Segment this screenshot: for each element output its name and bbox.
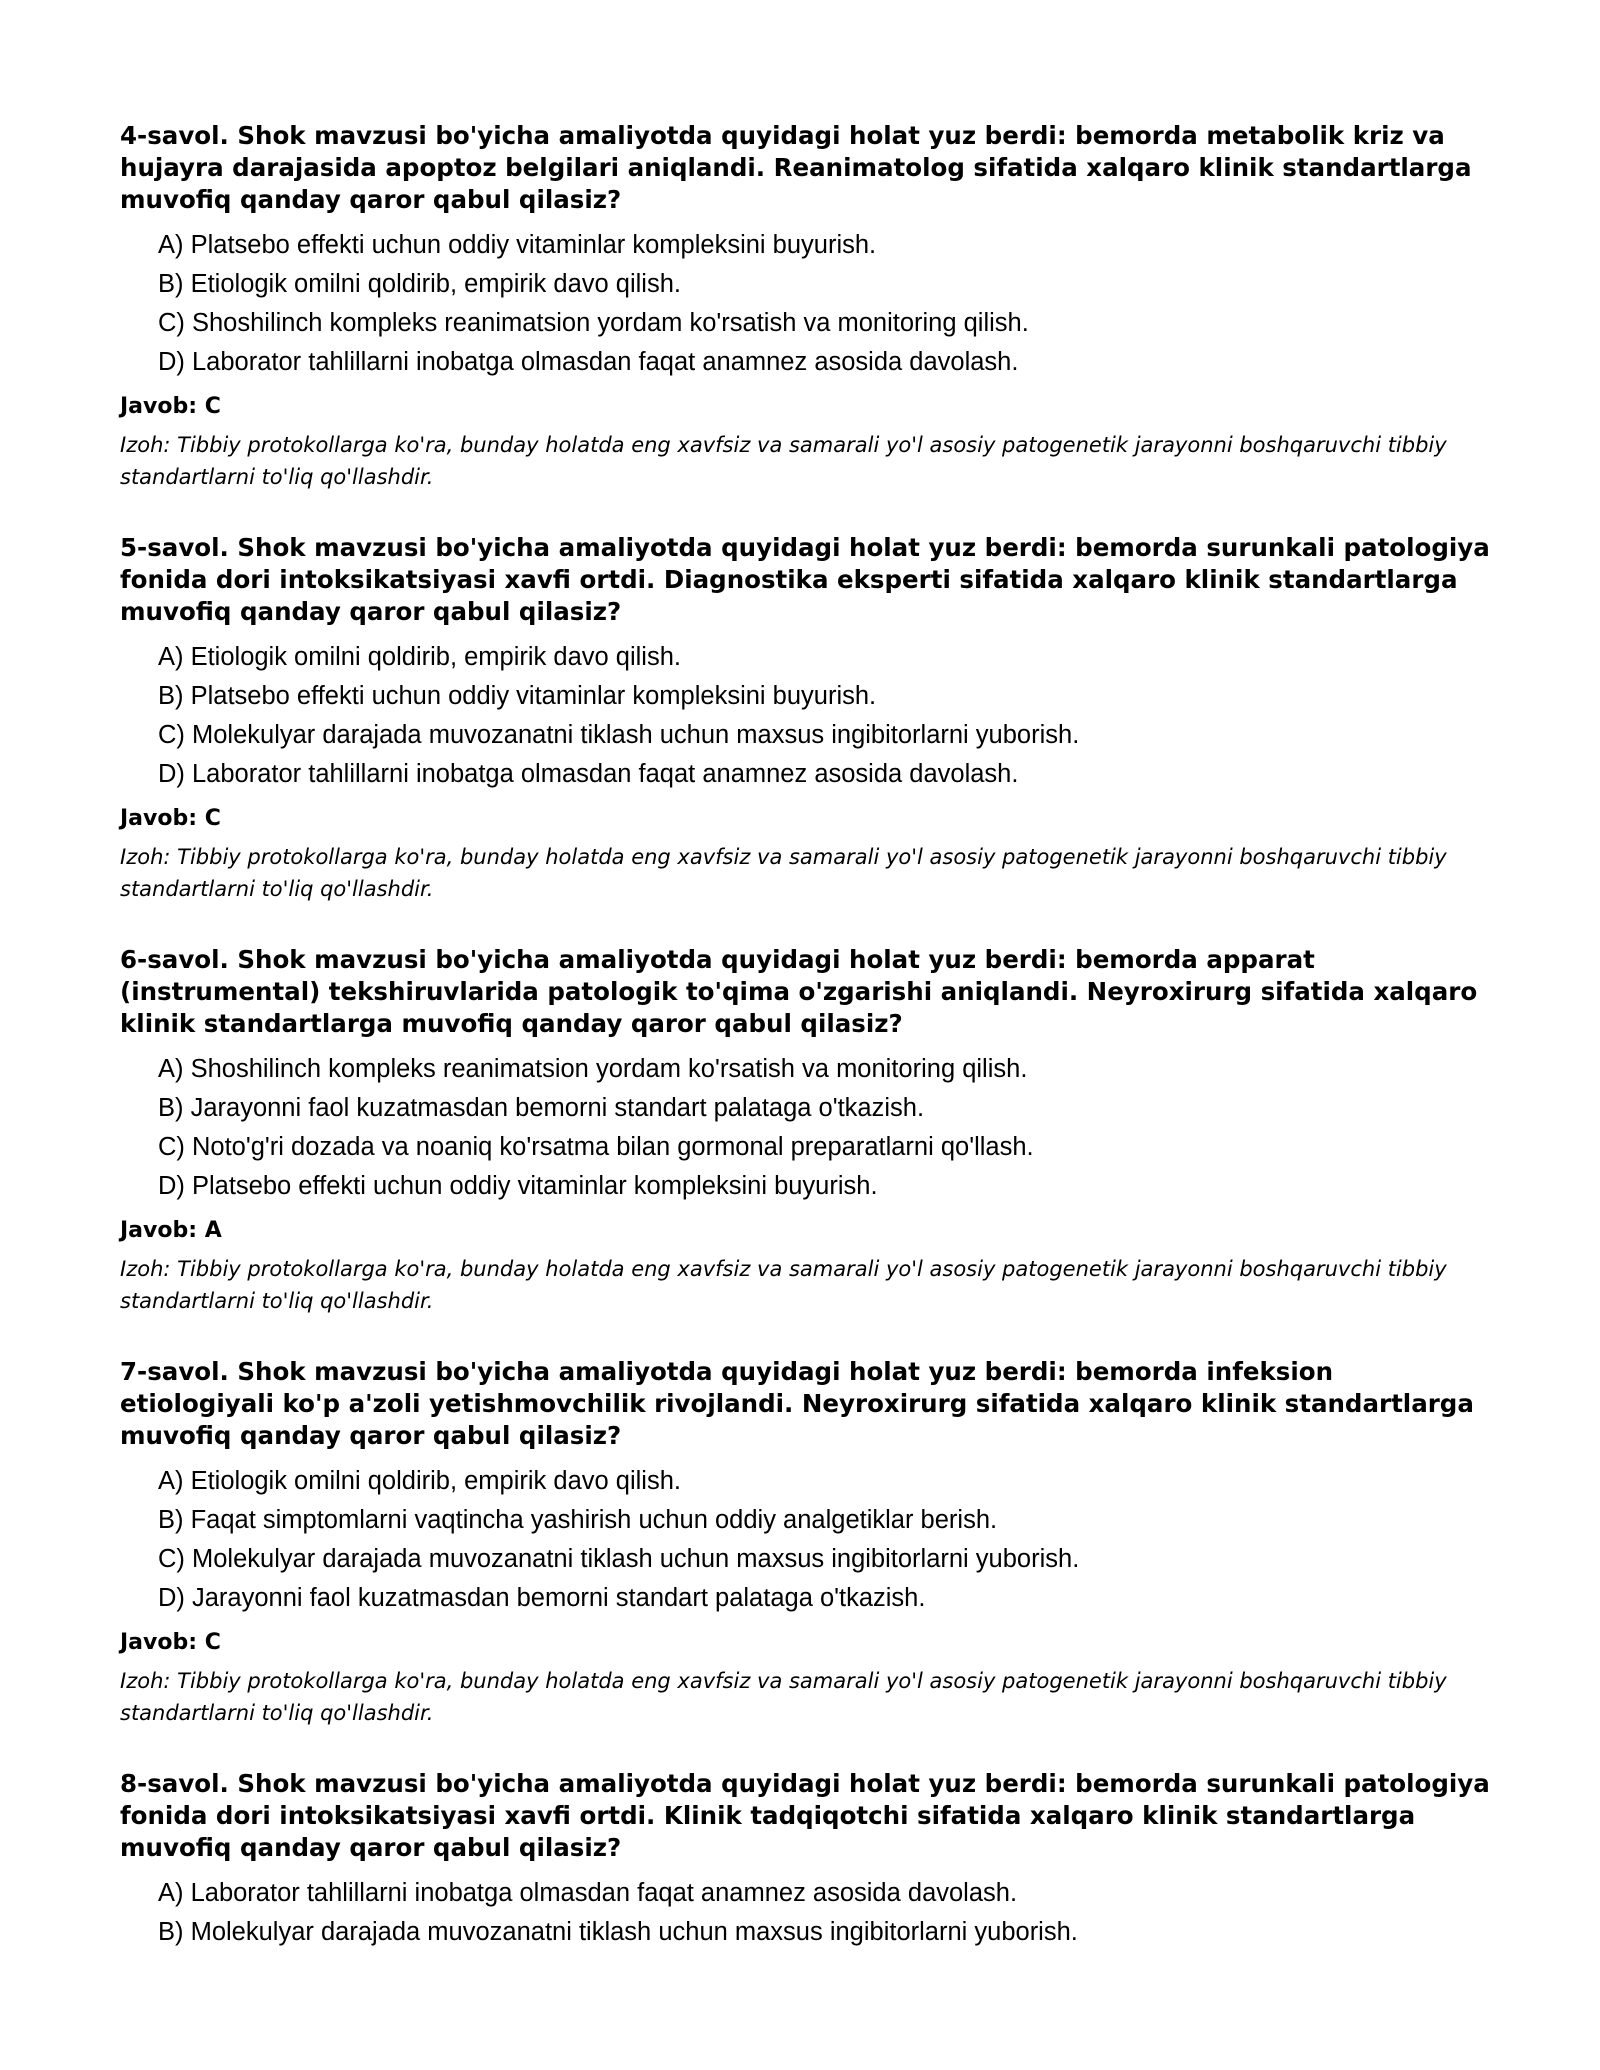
option-b: B) Faqat simptomlarni vaqtincha yashirish uchun oddiy analgetiklar berish. bbox=[158, 1506, 998, 1534]
option-d: D) Laborator tahlillarni inobatga olmasdan faqat anamnez asosida davolash. bbox=[158, 760, 1019, 788]
option-c: C) Shoshilinch kompleks reanimatsion yordam ko'rsatish va monitoring qilish. bbox=[158, 309, 1029, 337]
answer-label: Javob: A bbox=[120, 1218, 222, 1243]
option-a: A) Shoshilinch kompleks reanimatsion yordam ko'rsatish va monitoring qilish. bbox=[158, 1055, 1028, 1083]
option-c: C) Noto'g'ri dozada va noaniq ko'rsatma bilan gormonal preparatlarni qo'llash. bbox=[158, 1133, 1034, 1161]
option-b: B) Platsebo effekti uchun oddiy vitaminlar kompleksini buyurish. bbox=[158, 682, 877, 710]
answer-label: Javob: C bbox=[120, 1630, 221, 1655]
question-title: 5-savol. Shok mavzusi bo'yicha amaliyotda quyidagi holat yuz berdi: bemorda surunkali patologiya fonida dori intoksikatsiyasi xavfi ortdi. Diagnostika eksperti sifatida xalqaro klinik standartlarga muvofiq qanday qaror qabul qilasiz? bbox=[120, 533, 1490, 626]
option-b: B) Jarayonni faol kuzatmasdan bemorni standart palataga o'tkazish. bbox=[158, 1094, 925, 1122]
option-d: D) Laborator tahlillarni inobatga olmasdan faqat anamnez asosida davolash. bbox=[158, 348, 1019, 376]
question-title: 4-savol. Shok mavzusi bo'yicha amaliyotda quyidagi holat yuz berdi: bemorda metabolik kriz va hujayra darajasida apoptoz belgilari aniqlandi. Reanimatolog sifatida xalqaro klinik standartlarga muvofiq qanday qaror qabul qilasiz? bbox=[120, 121, 1472, 214]
explanation-note: Izoh: Tibbiy protokollarga ko'ra, bunday holatda eng xavfsiz va samarali yo'l asosiy patogenetik jarayonni boshqaruvchi tibbiy standartlarni to'liq qo'llashdir. bbox=[120, 1669, 1447, 1725]
question-7 bbox=[120, 1356, 1490, 1729]
answer-label: Javob: C bbox=[120, 806, 221, 831]
question-4 bbox=[120, 120, 1490, 493]
option-a: A) Platsebo effekti uchun oddiy vitaminlar kompleksini buyurish. bbox=[158, 231, 877, 259]
option-a: A) Etiologik omilni qoldirib, empirik davo qilish. bbox=[158, 643, 681, 671]
question-5 bbox=[120, 532, 1490, 905]
question-title: 8-savol. Shok mavzusi bo'yicha amaliyotda quyidagi holat yuz berdi: bemorda surunkali patologiya fonida dori intoksikatsiyasi xavfi ortdi. Klinik tadqiqotchi sifatida xalqaro klinik standartlarga muvofiq qanday qaror qabul qilasiz? bbox=[120, 1769, 1490, 1862]
explanation-note: Izoh: Tibbiy protokollarga ko'ra, bunday holatda eng xavfsiz va samarali yo'l asosiy patogenetik jarayonni boshqaruvchi tibbiy standartlarni to'liq qo'llashdir. bbox=[120, 845, 1447, 901]
question-title: 7-savol. Shok mavzusi bo'yicha amaliyotda quyidagi holat yuz berdi: bemorda infeksion etiologiyali ko'p a'zoli yetishmovchilik rivojlandi. Neyroxirurg sifatida xalqaro klinik standartlarga muvofiq qanday qaror qabul qilasiz? bbox=[120, 1357, 1474, 1450]
option-list bbox=[120, 1050, 1490, 1206]
question-6 bbox=[120, 944, 1490, 1317]
option-c: C) Molekulyar darajada muvozanatni tiklash uchun maxsus ingibitorlarni yuborish. bbox=[158, 721, 1080, 749]
option-b: B) Molekulyar darajada muvozanatni tiklash uchun maxsus ingibitorlarni yuborish. bbox=[158, 1918, 1078, 1946]
question-8 bbox=[120, 1768, 1490, 1952]
document-page bbox=[120, 120, 1490, 1991]
option-d: D) Jarayonni faol kuzatmasdan bemorni standart palataga o'tkazish. bbox=[158, 1584, 926, 1612]
option-a: A) Etiologik omilni qoldirib, empirik davo qilish. bbox=[158, 1467, 681, 1495]
option-a: A) Laborator tahlillarni inobatga olmasdan faqat anamnez asosida davolash. bbox=[158, 1879, 1018, 1907]
option-list bbox=[120, 1462, 1490, 1618]
option-d: D) Platsebo effekti uchun oddiy vitaminlar kompleksini buyurish. bbox=[158, 1172, 878, 1200]
explanation-note: Izoh: Tibbiy protokollarga ko'ra, bunday holatda eng xavfsiz va samarali yo'l asosiy patogenetik jarayonni boshqaruvchi tibbiy standartlarni to'liq qo'llashdir. bbox=[120, 433, 1447, 489]
answer-label: Javob: C bbox=[120, 394, 221, 419]
question-title: 6-savol. Shok mavzusi bo'yicha amaliyotda quyidagi holat yuz berdi: bemorda apparat (instrumental) tekshiruvlarida patologik to'qima o'zgarishi aniqlandi. Neyroxirurg sifatida xalqaro klinik standartlarga muvofiq qanday qaror qabul qilasiz? bbox=[120, 945, 1478, 1038]
explanation-note: Izoh: Tibbiy protokollarga ko'ra, bunday holatda eng xavfsiz va samarali yo'l asosiy patogenetik jarayonni boshqaruvchi tibbiy standartlarni to'liq qo'llashdir. bbox=[120, 1257, 1447, 1313]
option-list bbox=[120, 226, 1490, 382]
option-c: C) Molekulyar darajada muvozanatni tiklash uchun maxsus ingibitorlarni yuborish. bbox=[158, 1545, 1080, 1573]
option-list bbox=[120, 638, 1490, 794]
option-b: B) Etiologik omilni qoldirib, empirik davo qilish. bbox=[158, 270, 681, 298]
option-list bbox=[120, 1874, 1490, 1952]
